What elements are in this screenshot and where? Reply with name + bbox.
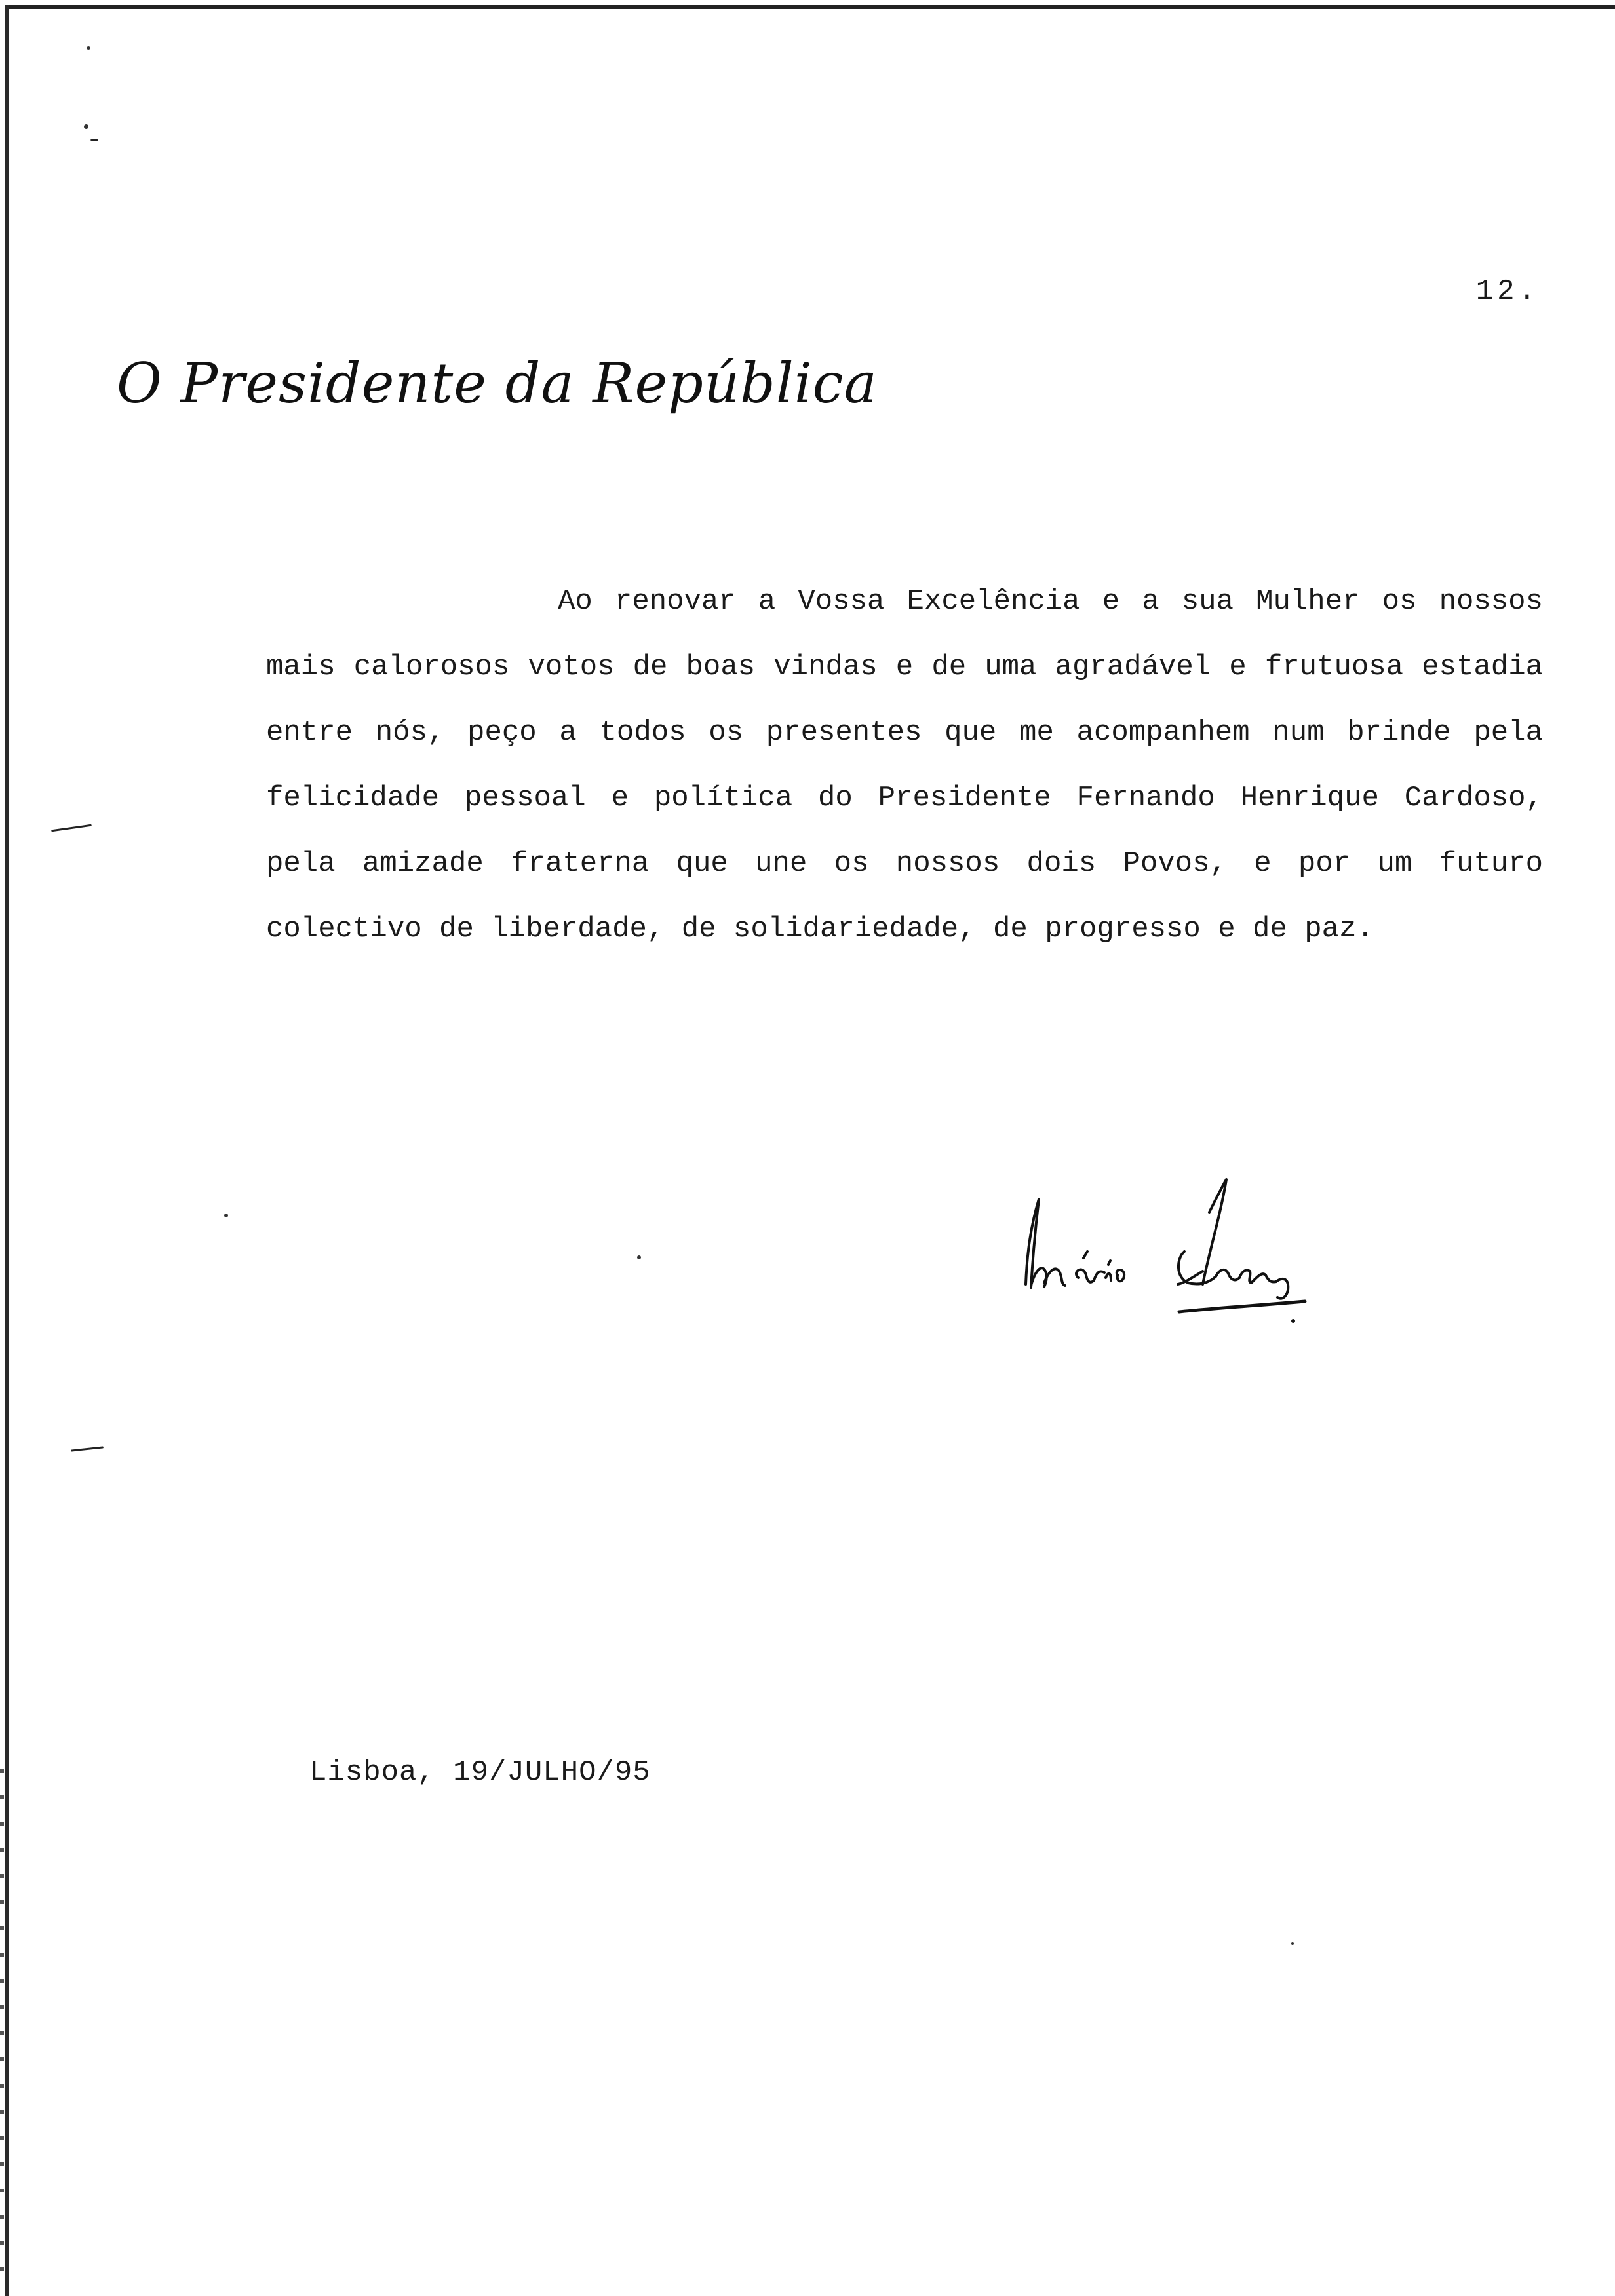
letterhead-title: O Presidente da República xyxy=(117,351,878,415)
scan-speck xyxy=(90,139,98,141)
scan-edge-top xyxy=(5,5,1615,9)
scan-speck xyxy=(87,46,90,50)
signature-image xyxy=(1013,1173,1327,1330)
page-number: 12. xyxy=(1475,275,1540,308)
scan-speck xyxy=(1291,1942,1294,1945)
place-date: Lisboa, 19/JULHO/95 xyxy=(309,1756,651,1789)
scan-edge-left xyxy=(5,5,9,2296)
letterhead xyxy=(117,347,878,419)
scan-edge-ticks xyxy=(0,1769,4,2293)
punch-mark xyxy=(51,824,92,832)
letter-body: Ao renovar a Vossa Excelência e a sua Mulher os nossos mais calorosos votos de boas vindas e de uma agradável e frutuosa estadia entre nós, peço a todos os presentes que me acompanhem num brinde pela felicidade pessoal e política do Presidente Fernando Henrique Cardoso, pela amizade fraterna que une os nossos dois Povos, e por um futuro colectivo de liberdade, de solidariedade, de progresso e de paz. xyxy=(266,585,1543,946)
scan-speck xyxy=(84,124,88,129)
scan-speck xyxy=(224,1214,228,1217)
scan-speck xyxy=(637,1255,641,1259)
punch-mark xyxy=(71,1446,104,1451)
